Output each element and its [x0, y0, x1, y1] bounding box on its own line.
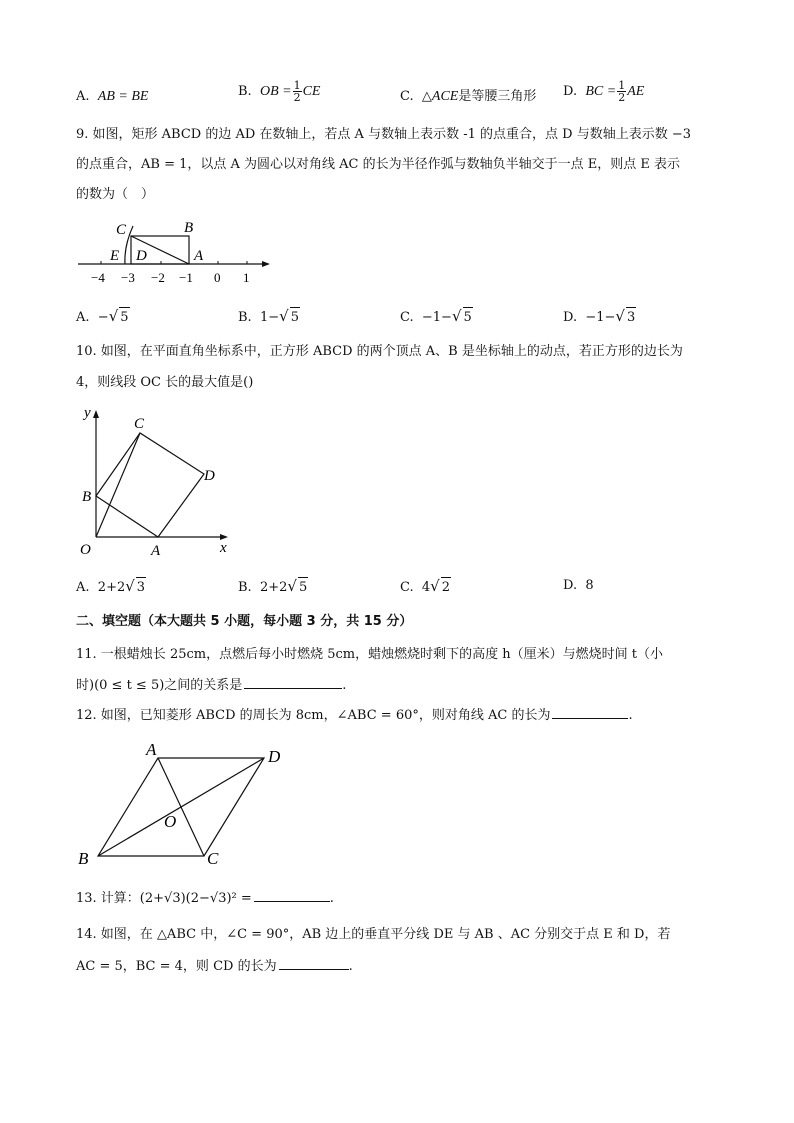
q8-option-a: A. AB = BE: [76, 89, 149, 104]
q9-tick-label: −3: [121, 270, 135, 285]
q12-answer-blank[interactable]: [552, 706, 628, 719]
q10-line-2: 4，则线段 OC 长的最大值是(): [76, 375, 254, 390]
q13-line: 13. 计算：(2+√3)(2−√3)² = .: [76, 891, 334, 906]
q9-number-line-figure: [76, 216, 276, 286]
q10-label-d: D: [204, 468, 215, 484]
q10-label-y: y: [84, 405, 91, 421]
q12-rhombus-figure: [76, 738, 296, 868]
q14-answer-blank[interactable]: [279, 957, 349, 970]
q9-label-d: D: [136, 248, 147, 264]
q8-option-d: D. BC = $\frac{1}{2}$ AE: [563, 79, 645, 104]
q9-tick-label: −4: [91, 270, 105, 285]
q9-tick-label: 1: [243, 270, 250, 285]
q10-label-b: B: [82, 489, 92, 505]
q10-label-o: O: [80, 542, 91, 558]
q9-line-2: 的点重合，AB = 1，以点 A 为圆心以对角线 AC 的长为半径作弧与数轴负半轴交于一点 E，则点 E 表示: [76, 157, 680, 172]
q12-label-b: B: [78, 849, 89, 868]
q9-label-e: E: [110, 248, 120, 264]
q12-label-o: O: [164, 812, 177, 831]
q9-tick-label: −1: [179, 270, 193, 285]
q9-option-a: A. −√ 5: [76, 306, 130, 328]
q9-line-1: 9. 如图，矩形 ABCD 的边 AD 在数轴上，若点 A 与数轴上表示数 -1 的点重合，点 D 与数轴上表示数 −3: [76, 127, 691, 142]
q13-answer-blank[interactable]: [254, 889, 330, 902]
q12-line: 12. 如图，已知菱形 ABCD 的周长为 8cm，∠ABC = 60°，则对角线 AC 的长为 .: [76, 708, 633, 723]
q8-option-b: B. OB = $\frac{1}{2}$ CE: [238, 79, 321, 104]
q8-option-c: C. △ACE是等腰三角形: [400, 89, 537, 104]
q9-tick-label: −2: [151, 270, 165, 285]
q9-option-b: B. 1−√ 5: [238, 306, 300, 328]
q10-label-c: C: [134, 416, 145, 432]
section-title: 二、填空题（本大题共 5 小题，每小题 3 分，共 15 分）: [76, 614, 413, 629]
q10-option-c: C. 4√ 2: [400, 576, 451, 598]
q9-line-3: 的数为（ ）: [76, 187, 155, 202]
q10-label-x: x: [220, 540, 227, 556]
q12-label-a: A: [146, 740, 157, 759]
q11-answer-blank[interactable]: [244, 676, 342, 689]
q9-option-d: D. −1−√ 3: [563, 306, 636, 328]
q9-label-a: A: [194, 248, 204, 264]
q9-option-c: C. −1−√ 5: [400, 306, 473, 328]
q9-label-b: B: [184, 220, 194, 236]
q14-line-1: 14. 如图，在 △ABC 中，∠C = 90°，AB 边上的垂直平分线 DE 与 AB 、AC 分别交于点 E 和 D，若: [76, 927, 671, 942]
q10-option-d: D. 8: [563, 578, 594, 593]
q12-label-c: C: [207, 849, 219, 868]
q10-option-a: A. 2+2√ 3: [76, 576, 146, 598]
q9-tick-label: 0: [214, 270, 221, 285]
q11-line-1: 11. 一根蜡烛长 25cm，点燃后每小时燃烧 5cm，蜡烛燃烧时剩下的高度 h（厘米）与燃烧时间 t（小: [76, 647, 663, 662]
q10-line-1: 10. 如图，在平面直角坐标系中，正方形 ABCD 的两个顶点 A、B 是坐标轴上的动点，若正方形的边长为: [76, 344, 683, 359]
q9-label-c: C: [116, 222, 127, 238]
q14-line-2: AC = 5，BC = 4，则 CD 的长为 .: [76, 959, 353, 974]
q10-coordinate-figure: [76, 402, 236, 560]
q10-label-a: A: [151, 543, 161, 559]
q11-line-2: 时)(0 ≤ t ≤ 5)之间的关系是 .: [76, 678, 347, 693]
q12-label-d: D: [268, 747, 281, 766]
q10-option-b: B. 2+2√ 5: [238, 576, 308, 598]
